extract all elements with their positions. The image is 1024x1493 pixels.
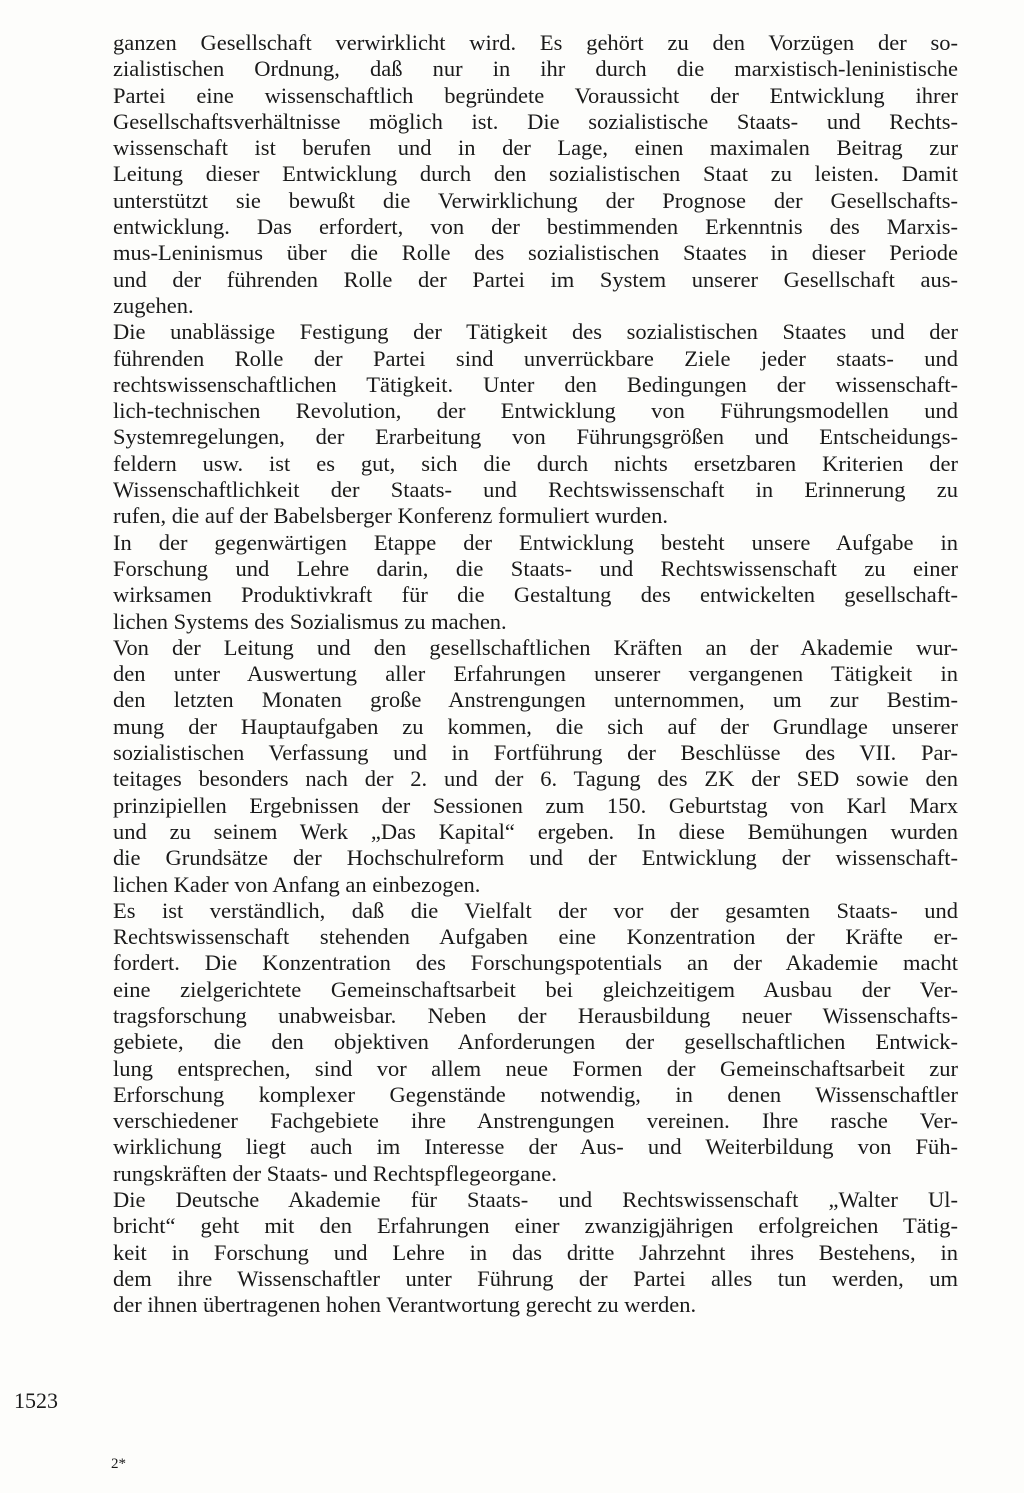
text-line: bricht“ geht mit den Erfahrungen einer zwanzigjährigen erfolgreichen Tätig-: [113, 1213, 958, 1239]
text-line: feldern usw. ist es gut, sich die durch nichts ersetzbaren Kriterien der: [113, 450, 958, 476]
text-line: mung der Hauptaufgaben zu kommen, die sich auf der Grundlage unserer: [113, 713, 958, 739]
paragraph: [113, 319, 958, 529]
paragraph: [113, 530, 958, 635]
body-text: [113, 30, 958, 1319]
text-line: rufen, die auf der Babelsberger Konferenz formuliert wurden.: [113, 503, 668, 529]
text-line: In der gegenwärtigen Etappe der Entwicklung besteht unsere Aufgabe in: [113, 529, 958, 555]
page-number: 1523: [14, 1388, 58, 1413]
text-line: entwicklung. Das erfordert, von der bestimmenden Erkenntnis des Marxis-: [113, 214, 958, 240]
text-line: wissenschaft ist berufen und in der Lage, einen maximalen Beitrag zur: [113, 135, 958, 161]
text-line: lichen Kader von Anfang an einbezogen.: [113, 871, 481, 897]
text-line: zialistischen Ordnung, daß nur in ihr durch die marxistisch-leninistische: [113, 56, 958, 82]
text-line: und zu seinem Werk „Das Kapital“ ergeben. In diese Bemühungen wurden: [113, 818, 958, 844]
text-line: lichen Systems des Sozialismus zu machen.: [113, 608, 507, 634]
text-line: eine zielgerichtete Gemeinschaftsarbeit bei gleichzeitigem Ausbau der Ver-: [113, 976, 958, 1002]
text-line: unterstützt sie bewußt die Verwirklichung der Prognose der Gesellschafts-: [113, 187, 958, 213]
text-line: Systemregelungen, der Erarbeitung von Führungsgrößen und Entscheidungs-: [113, 424, 958, 450]
text-line: prinzipiellen Ergebnissen der Sessionen zum 150. Geburtstag von Karl Marx: [113, 792, 958, 818]
text-line: führenden Rolle der Partei sind unverrückbare Ziele jeder staats- und: [113, 345, 958, 371]
text-line: Rechtswissenschaft stehenden Aufgaben eine Konzentration der Kräfte er-: [113, 924, 958, 950]
paragraph: [113, 1187, 958, 1318]
text-line: der ihnen übertragenen hohen Verantwortung gerecht zu werden.: [113, 1292, 697, 1318]
text-line: verschiedener Fachgebiete ihre Anstrengungen vereinen. Ihre rasche Ver-: [113, 1108, 958, 1134]
text-line: tragsforschung unabweisbar. Neben der Herausbildung neuer Wissenschafts-: [113, 1002, 958, 1028]
text-line: mus-Leninismus über die Rolle des sozialistischen Staates in dieser Periode: [113, 240, 958, 266]
text-line: teitages besonders nach der 2. und der 6. Tagung des ZK der SED sowie den: [113, 766, 958, 792]
text-line: dem ihre Wissenschaftler unter Führung der Partei alles tun werden, um: [113, 1265, 958, 1291]
paragraph: [113, 30, 958, 319]
text-line: lung entsprechen, sind vor allem neue Formen der Gemeinschaftsarbeit zur: [113, 1055, 958, 1081]
text-line: keit in Forschung und Lehre in das dritte Jahrzehnt ihres Bestehens, in: [113, 1239, 958, 1265]
paragraph: [113, 635, 958, 898]
signature-mark: 2*: [111, 1456, 126, 1472]
text-line: zugehen.: [113, 292, 194, 318]
paragraph: [113, 898, 958, 1187]
text-line: den letzten Monaten große Anstrengungen unternommen, um zur Bestim-: [113, 687, 958, 713]
text-line: ganzen Gesellschaft verwirklicht wird. Es gehört zu den Vorzügen der so-: [113, 30, 958, 55]
text-line: Partei eine wissenschaftlich begründete Voraussicht der Entwicklung ihrer: [113, 82, 958, 108]
text-line: Leitung dieser Entwicklung durch den sozialistischen Staat zu leisten. Damit: [113, 161, 958, 187]
text-line: Gesellschaftsverhältnisse möglich ist. Die sozialistische Staats- und Rechts-: [113, 108, 958, 134]
text-line: Wissenschaftlichkeit der Staats- und Rechtswissenschaft in Erinnerung zu: [113, 477, 958, 503]
text-line: lich-technischen Revolution, der Entwicklung von Führungsmodellen und: [113, 398, 958, 424]
text-line: Von der Leitung und den gesellschaftlichen Kräften an der Akademie wur-: [113, 634, 958, 660]
text-line: und der führenden Rolle der Partei im System unserer Gesellschaft aus-: [113, 266, 958, 292]
text-line: die Grundsätze der Hochschulreform und der Entwicklung der wissenschaft-: [113, 845, 958, 871]
text-line: Erforschung komplexer Gegenstände notwendig, in denen Wissenschaftler: [113, 1081, 958, 1107]
text-line: den unter Auswertung aller Erfahrungen unserer vergangenen Tätigkeit in: [113, 661, 958, 687]
text-line: wirksamen Produktivkraft für die Gestaltung des entwickelten gesellschaft-: [113, 582, 958, 608]
text-line: Die unablässige Festigung der Tätigkeit des sozialistischen Staates und der: [113, 319, 958, 345]
text-line: rungskräften der Staats- und Rechtspflegeorgane.: [113, 1160, 557, 1186]
text-line: Es ist verständlich, daß die Vielfalt der vor der gesamten Staats- und: [113, 897, 958, 923]
text-line: rechtswissenschaftlichen Tätigkeit. Unter den Bedingungen der wissenschaft-: [113, 371, 958, 397]
text-line: wirklichung liegt auch im Interesse der Aus- und Weiterbildung von Füh-: [113, 1134, 958, 1160]
text-line: gebiete, die den objektiven Anforderungen der gesellschaftlichen Entwick-: [113, 1029, 958, 1055]
text-line: Forschung und Lehre darin, die Staats- und Rechtswissenschaft zu einer: [113, 555, 958, 581]
text-line: Die Deutsche Akademie für Staats- und Rechtswissenschaft „Walter Ul-: [113, 1187, 958, 1213]
text-line: sozialistischen Verfassung und in Fortführung der Beschlüsse des VII. Par-: [113, 740, 958, 766]
text-line: fordert. Die Konzentration des Forschungspotentials an der Akademie macht: [113, 950, 958, 976]
